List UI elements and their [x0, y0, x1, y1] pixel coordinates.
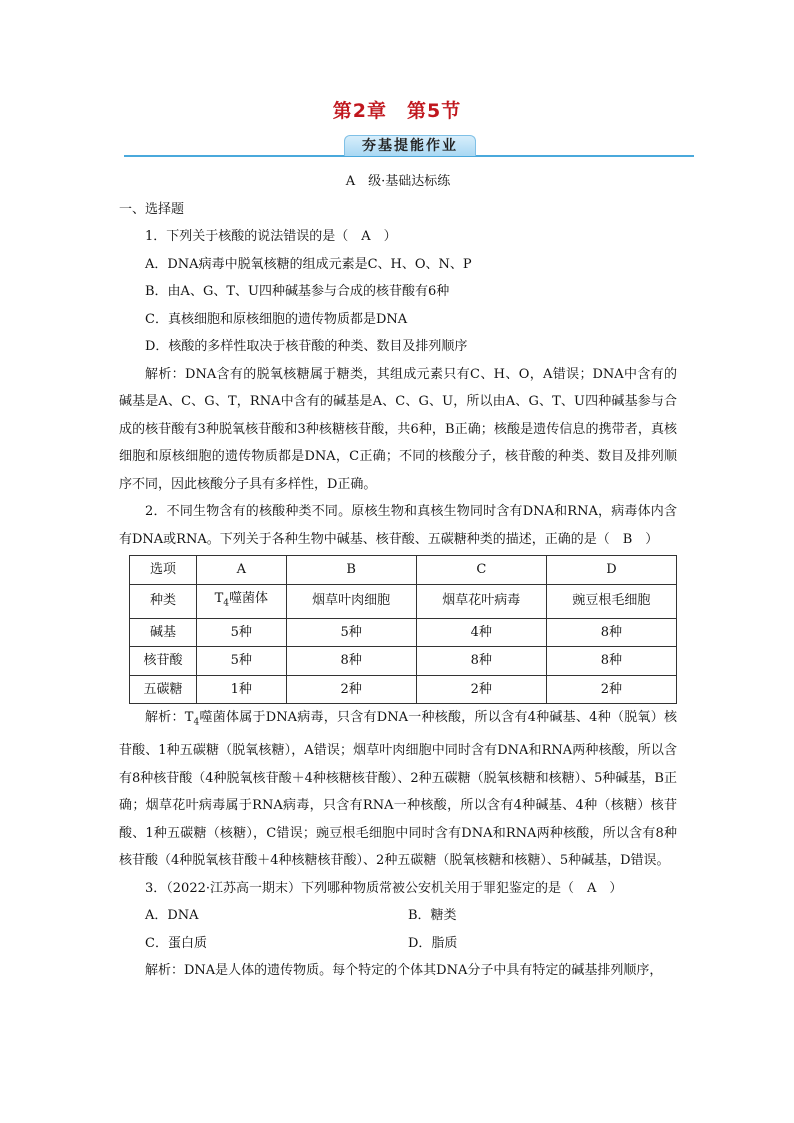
- question-3-option-b: B．糖类: [408, 908, 457, 924]
- question-3-stem: 3．（2022·江苏高一期末）下列哪种物质常被公安机关用于罪犯鉴定的是（ A ）: [145, 880, 623, 896]
- t4-phage-text: 噬菌体: [229, 590, 269, 606]
- table-cell-t4-phage: [197, 584, 287, 618]
- table-cell: A: [197, 556, 287, 585]
- table-row: [130, 618, 677, 647]
- table-cell: 核苷酸: [130, 647, 197, 676]
- banner-tab: 夯基提能作业: [344, 135, 476, 156]
- question-1-stem: 1．下列关于核酸的说法错误的是（ A ）: [145, 229, 397, 244]
- table-cell: 1种: [197, 675, 287, 704]
- content: [119, 168, 677, 985]
- question-1-option-d: D．核酸的多样性取决于核苷酸的种类、数目及排列顺序: [145, 339, 468, 354]
- question-1-option-a: A．DNA病毒中脱氧核糖的组成元素是C、H、O、N、P: [145, 256, 472, 272]
- question-1-option-b: B．由A、G、T、U四种碱基参与合成的核苷酸有6种: [145, 284, 450, 299]
- question-2-table: [129, 555, 677, 704]
- table-row: [130, 647, 677, 676]
- table-cell: 2种: [546, 675, 676, 704]
- table-cell: 8种: [546, 618, 676, 647]
- banner-area: [124, 135, 694, 159]
- t4-subscript: 4: [223, 598, 229, 609]
- question-2-analysis: [119, 704, 677, 875]
- analysis-text: 噬菌体属于DNA病毒，只含有DNA一种核酸，所以含有4种碱基、4种（脱氧）核苷酸、1种五碳糖（脱氧核糖），A错误；烟草叶肉细胞中同时含有DNA和RNA两种核酸，所以含有8种核苷酸（4种脱氧核苷酸＋4种核糖核苷酸）、2种五碳糖（脱氧核糖和核糖）、5种碱基，B正确；烟草花叶病毒属于RNA病毒，只含有RNA一种核酸，所以含有4种碱基、4种（核糖）核苷酸、1种五碳糖（核糖），C错误；豌豆根毛细胞中同时含有DNA和RNA两种核酸，所以含有8种核苷酸（4种脱氧核苷酸＋4种核糖核苷酸）、2种五碳糖（脱氧核糖和核糖）、5种碱基，D错误。: [119, 710, 678, 869]
- t4-letter: T: [214, 590, 224, 606]
- analysis-subscript: 4: [193, 717, 200, 728]
- table-cell: 选项: [130, 556, 197, 585]
- table-cell: 碱基: [130, 618, 197, 647]
- table-cell: 2种: [286, 675, 416, 704]
- question-3-option-d: D．脂质: [408, 935, 458, 951]
- table-cell: 5种: [286, 618, 416, 647]
- table-cell: 豌豆根毛细胞: [546, 584, 676, 618]
- table-cell: C: [416, 556, 546, 585]
- table-cell: 5种: [197, 618, 287, 647]
- section-heading: 一、选择题: [119, 201, 185, 217]
- analysis-prefix: 解析：T: [145, 710, 194, 726]
- level-heading: A 级·基础达标练: [345, 174, 451, 189]
- question-1-analysis: 解析：DNA含有的脱氧核糖属于糖类，其组成元素只有C、H、O，A错误；DNA中含有的碱基是A、C、G、T，RNA中含有的碱基是A、C、G、U，所以由A、G、T、U四种碱基参与合成的核苷酸有3种脱氧核苷酸和3种核糖核苷酸，共6种，B正确；核酸是遗传信息的携带者，真核细胞和原核细胞的遗传物质都是DNA，C正确；不同的核酸分子，核苷酸的种类、数目及排列顺序不同，因此核酸分子具有多样性，D正确。: [119, 366, 677, 492]
- table-row: [130, 584, 677, 618]
- question-3-options-row-1: [119, 902, 677, 930]
- chapter-title: 第2章 第5节: [332, 100, 462, 122]
- table-cell: 烟草叶肉细胞: [286, 584, 416, 618]
- table-cell: 8种: [286, 647, 416, 676]
- table-cell: B: [286, 556, 416, 585]
- question-2-stem: 2．不同生物含有的核酸种类不同。原核生物和真核生物同时含有DNA和RNA，病毒体内含有DNA或RNA。下列关于各种生物中碱基、核苷酸、五碳糖种类的描述，正确的是（ B ）: [119, 504, 677, 547]
- table-header-row: [130, 556, 677, 585]
- table-cell: 8种: [546, 647, 676, 676]
- table-cell: 5种: [197, 647, 287, 676]
- question-1-option-c: C．真核细胞和原核细胞的遗传物质都是DNA: [145, 311, 408, 327]
- table-cell: 8种: [416, 647, 546, 676]
- table-cell: 4种: [416, 618, 546, 647]
- table-cell: 五碳糖: [130, 675, 197, 704]
- table-cell: 2种: [416, 675, 546, 704]
- table-cell: 种类: [130, 584, 197, 618]
- table-cell: D: [546, 556, 676, 585]
- question-3-analysis: 解析：DNA是人体的遗传物质。每个特定的个体其DNA分子中具有特定的碱基排列顺序，: [145, 963, 663, 979]
- table-cell: 烟草花叶病毒: [416, 584, 546, 618]
- question-3-options-row-2: [119, 930, 677, 958]
- question-3-option-a: A．DNA: [145, 908, 199, 924]
- question-3-option-c: C．蛋白质: [145, 935, 207, 951]
- table-row: [130, 675, 677, 704]
